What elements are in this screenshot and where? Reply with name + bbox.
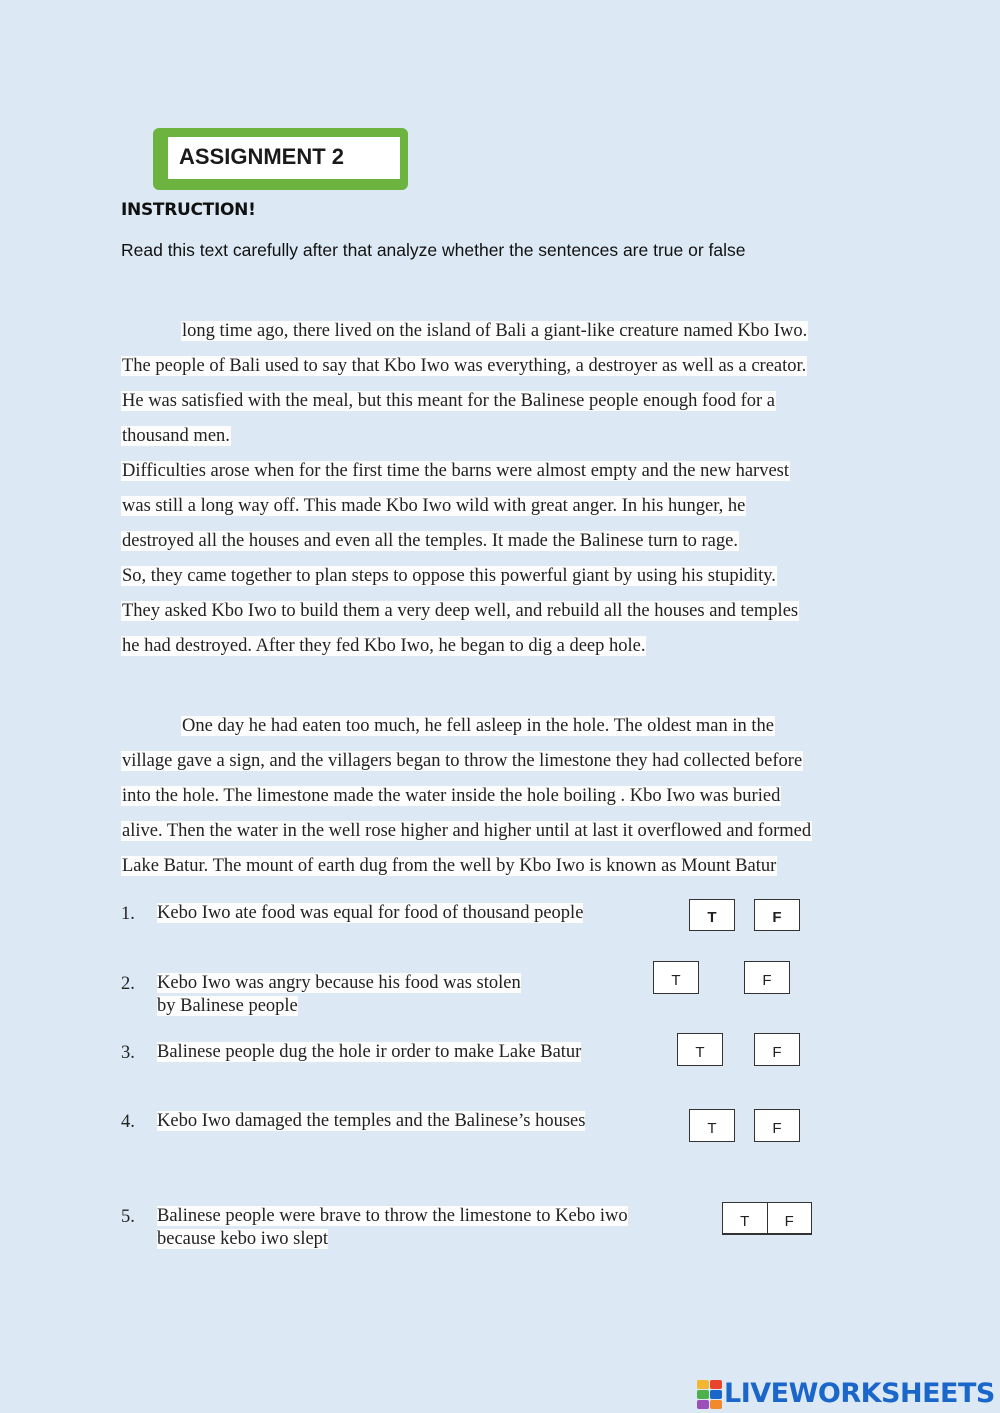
question-text: Kebo Iwo ate food was equal for food of thousand people xyxy=(157,903,584,923)
passage-line: long time ago, there lived on the island of Bali a giant-like creature named Kbo Iwo. xyxy=(182,321,808,341)
true-false-box-group xyxy=(722,1202,812,1235)
false-option-box[interactable]: F xyxy=(754,1033,800,1066)
instruction-text: Read this text carefully after that analyze whether the sentences are true or false xyxy=(121,240,746,260)
passage-line: into the hole. The limestone made the water inside the hole boiling . Kbo Iwo was buried xyxy=(122,786,781,806)
passage-line: was still a long way off. This made Kbo Iwo wild with great anger. In his hunger, he xyxy=(122,496,746,516)
question-text: Balinese people were brave to throw the limestone to Kebo iwo because kebo iwo slept xyxy=(157,1206,628,1249)
instruction-heading: INSTRUCTION! xyxy=(121,200,256,220)
assignment-title: ASSIGNMENT 2 xyxy=(168,137,400,179)
passage-line: He was satisfied with the meal, but this meant for the Balinese people enough food for a xyxy=(122,391,775,411)
false-option-box[interactable]: F xyxy=(754,1109,800,1142)
true-option-box[interactable]: T xyxy=(689,899,735,931)
question-number: 4. xyxy=(121,1112,135,1132)
passage-line: Lake Batur. The mount of earth dug from the well by Kbo Iwo is known as Mount Batur xyxy=(122,856,777,876)
question-number: 1. xyxy=(121,904,135,924)
logo-text: LIVEWORKSHEETS xyxy=(724,1378,995,1409)
passage-line: The people of Bali used to say that Kbo Iwo was everything, a destroyer as well as a creator. xyxy=(122,356,807,376)
passage-line: Difficulties arose when for the first time the barns were almost empty and the new harvest xyxy=(122,461,789,481)
true-option-box[interactable]: T xyxy=(653,961,699,994)
liveworksheets-logo xyxy=(697,1378,995,1409)
question-number: 5. xyxy=(121,1207,135,1227)
question-text: Kebo Iwo was angry because his food was stolen by Balinese people xyxy=(157,973,521,1016)
passage-line: village gave a sign, and the villagers began to throw the limestone they had collected before xyxy=(122,751,803,771)
question-number: 2. xyxy=(121,974,135,994)
false-option-box[interactable]: F xyxy=(744,961,790,994)
true-option-box[interactable]: T xyxy=(677,1033,723,1066)
false-option-box[interactable]: F xyxy=(784,1213,794,1230)
false-option-box[interactable]: F xyxy=(754,899,800,931)
passage-line: alive. Then the water in the well rose higher and higher until at last it overflowed and formed xyxy=(122,821,812,841)
passage-line: destroyed all the houses and even all the temples. It made the Balinese turn to rage. xyxy=(122,531,738,551)
liveworksheets-logo-icon xyxy=(697,1380,721,1408)
true-option-box[interactable]: T xyxy=(689,1109,735,1142)
passage-line: They asked Kbo Iwo to build them a very deep well, and rebuild all the houses and temples xyxy=(122,601,799,621)
passage-line: One day he had eaten too much, he fell asleep in the hole. The oldest man in the xyxy=(182,716,774,736)
question-text: Kebo Iwo damaged the temples and the Balinese’s houses xyxy=(157,1111,586,1131)
true-option-box[interactable]: T xyxy=(723,1203,768,1233)
question-text: Balinese people dug the hole ir order to make Lake Batur xyxy=(157,1042,582,1062)
question-number: 3. xyxy=(121,1043,135,1063)
passage-line: he had destroyed. After they fed Kbo Iwo, he began to dig a deep hole. xyxy=(122,636,646,656)
passage-line: thousand men. xyxy=(122,426,230,446)
passage-line: So, they came together to plan steps to oppose this powerful giant by using his stupidity. xyxy=(122,566,776,586)
